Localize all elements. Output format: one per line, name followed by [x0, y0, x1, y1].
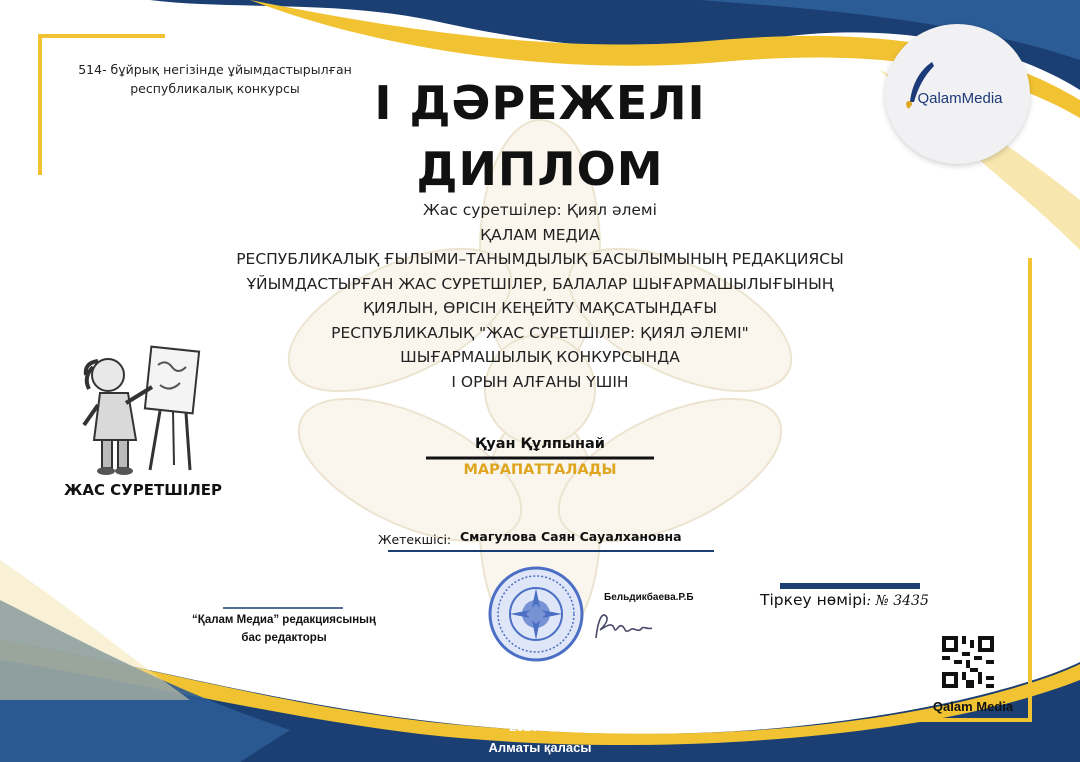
title-line: ДИПЛОМ [416, 142, 664, 196]
official-seal-icon [488, 566, 584, 662]
supervisor-label: Жетекшісі: [378, 532, 452, 547]
footer-year: 2026 жыл [509, 719, 571, 734]
qr-code-icon [942, 636, 994, 688]
decree-line: 514- бұйрық негізінде ұйымдастырылған [78, 62, 352, 77]
registration-label: Тіркеу нөмірі [760, 591, 867, 609]
brand-bottom: Qalam Media [932, 699, 1014, 714]
description-line: Жас суретшілер: Қиял әлемі [423, 201, 657, 219]
footer-city: Алматы қаласы [488, 740, 592, 755]
registration-value: : № 3435 [866, 593, 929, 609]
illustration-label: ЖАС СУРЕТШІЛЕР [63, 481, 223, 499]
signature-icon [592, 608, 656, 644]
logo-text: QalamMedia [917, 90, 1003, 107]
description-line: ҰЙЫМДАСТЫРҒАН ЖАС СУРЕТШІЛЕР, БАЛАЛАР ШЫҒАРМАШЫЛЫҒЫНЫҢ [246, 274, 834, 293]
award-status: МАРАПАТТАЛАДЫ [463, 462, 617, 478]
recipient-name: Қуан Құлпынай [475, 436, 605, 452]
description-line: РЕСПУБЛИКАЛЫҚ "ЖАС СУРЕТШІЛЕР: ҚИЯЛ ӘЛЕМІ" [331, 323, 749, 342]
registration-number [760, 591, 929, 609]
signer-name: Бельдикбаева.Р.Б [604, 592, 694, 603]
description-line: ҚИЯЛЫН, ӨРІСІН КЕҢЕЙТУ МАҚСАТЫНДАҒЫ [362, 299, 718, 317]
decree-line: республикалық конкурсы [130, 81, 300, 96]
child-painting-icon [78, 345, 203, 480]
decree-note [70, 60, 360, 98]
diploma-title [340, 70, 740, 202]
editor-line: бас редакторы [241, 632, 327, 644]
description-line: РЕСПУБЛИКАЛЫҚ ҒЫЛЫМИ–ТАНЫМДЫЛЫҚ БАСЫЛЫМЫНЫҢ РЕДАКЦИЯСЫ [236, 250, 844, 268]
title-line: I ДӘРЕЖЕЛІ [374, 76, 706, 130]
footer [440, 716, 640, 758]
description-line: І ОРЫН АЛҒАНЫ ҮШІН [451, 372, 629, 391]
editor-line: “Қалам Медиа” редакциясының [192, 614, 376, 626]
description-line: ШЫҒАРМАШЫЛЫҚ КОНКУРСЫНДА [400, 348, 680, 366]
editor-title [170, 611, 398, 647]
award-description [190, 198, 890, 394]
description-line: ҚАЛАМ МЕДИА [480, 225, 600, 244]
supervisor-name: Смагулова Саян Сауалхановна [460, 529, 682, 544]
